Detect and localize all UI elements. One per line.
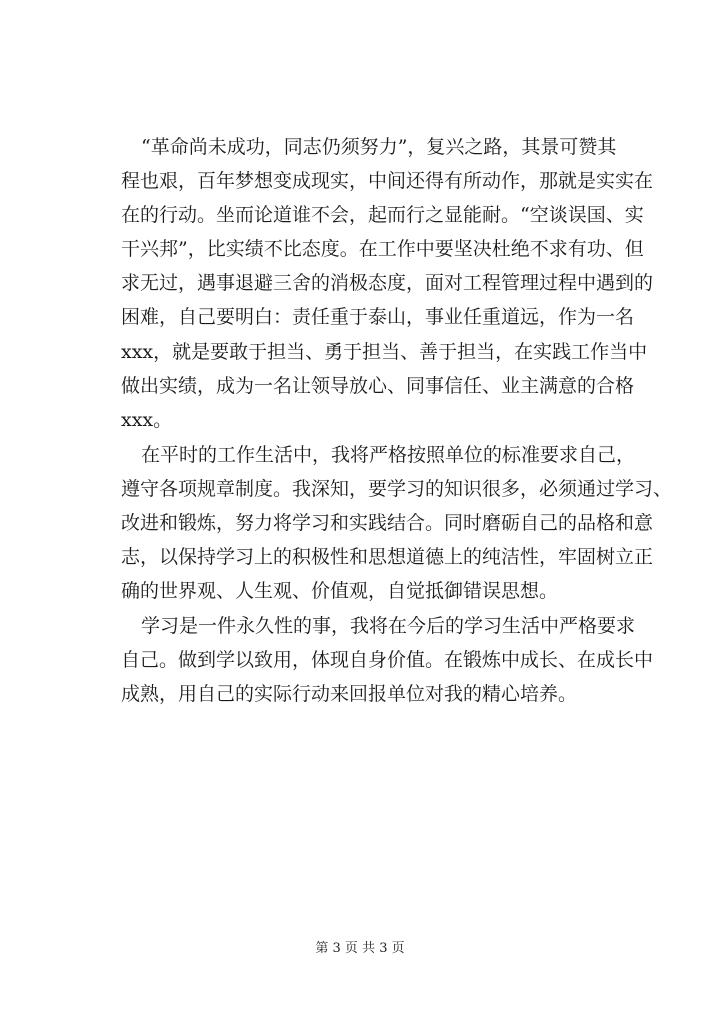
- text-line: xxx，就是要敢于担当、勇于担当、善于担当，在实践工作当中: [121, 341, 648, 363]
- text-line: 做出实绩，成为一名让领导放心、同事信任、业主满意的合格: [121, 375, 635, 397]
- text-line: 困难，自己要明白：责任重于泰山，事业任重道远，作为一名: [121, 306, 635, 328]
- text-line: 程也艰，百年梦想变成现实，中间还得有所动作，那就是实实在: [121, 170, 654, 192]
- page-number-footer: 第 3 页 共 3 页: [315, 941, 405, 956]
- text-line: 改进和锻炼，努力将学习和实践结合。同时磨砺自己的品格和意: [121, 512, 654, 534]
- text-line: 遵守各项规章制度。我深知，要学习的知识很多，必须通过学习、: [121, 478, 673, 500]
- text-line: 确的世界观、人生观、价值观，自觉抵御错误思想。: [121, 580, 559, 602]
- text-line: 成熟，用自己的实际行动来回报单位对我的精心培养。: [121, 683, 578, 705]
- text-line: 自己。做到学以致用，体现自身价值。在锻炼中成长、在成长中: [121, 649, 654, 671]
- text-line: 志，以保持学习上的积极性和思想道德上的纯洁性，牢固树立正: [121, 546, 654, 568]
- text-line: 干兴邦”，比实绩不比态度。在工作中要坚决杜绝不求有功、但: [121, 238, 644, 260]
- text-line: 在的行动。坐而论道谁不会，起而行之显能耐。“空谈误国、实: [121, 204, 644, 226]
- text-line: 学习是一件永久性的事，我将在今后的学习生活中严格要求: [141, 615, 636, 637]
- text-line: xxx。: [121, 409, 173, 431]
- text-line: “革命尚未成功，同志仍须努力”，复兴之路，其景可赞其: [141, 136, 617, 158]
- text-line: 求无过，遇事退避三舍的消极态度，面对工程管理过程中遇到的: [121, 272, 654, 294]
- text-line: 在平时的工作生活中，我将严格按照单位的标准要求自己，: [141, 444, 636, 466]
